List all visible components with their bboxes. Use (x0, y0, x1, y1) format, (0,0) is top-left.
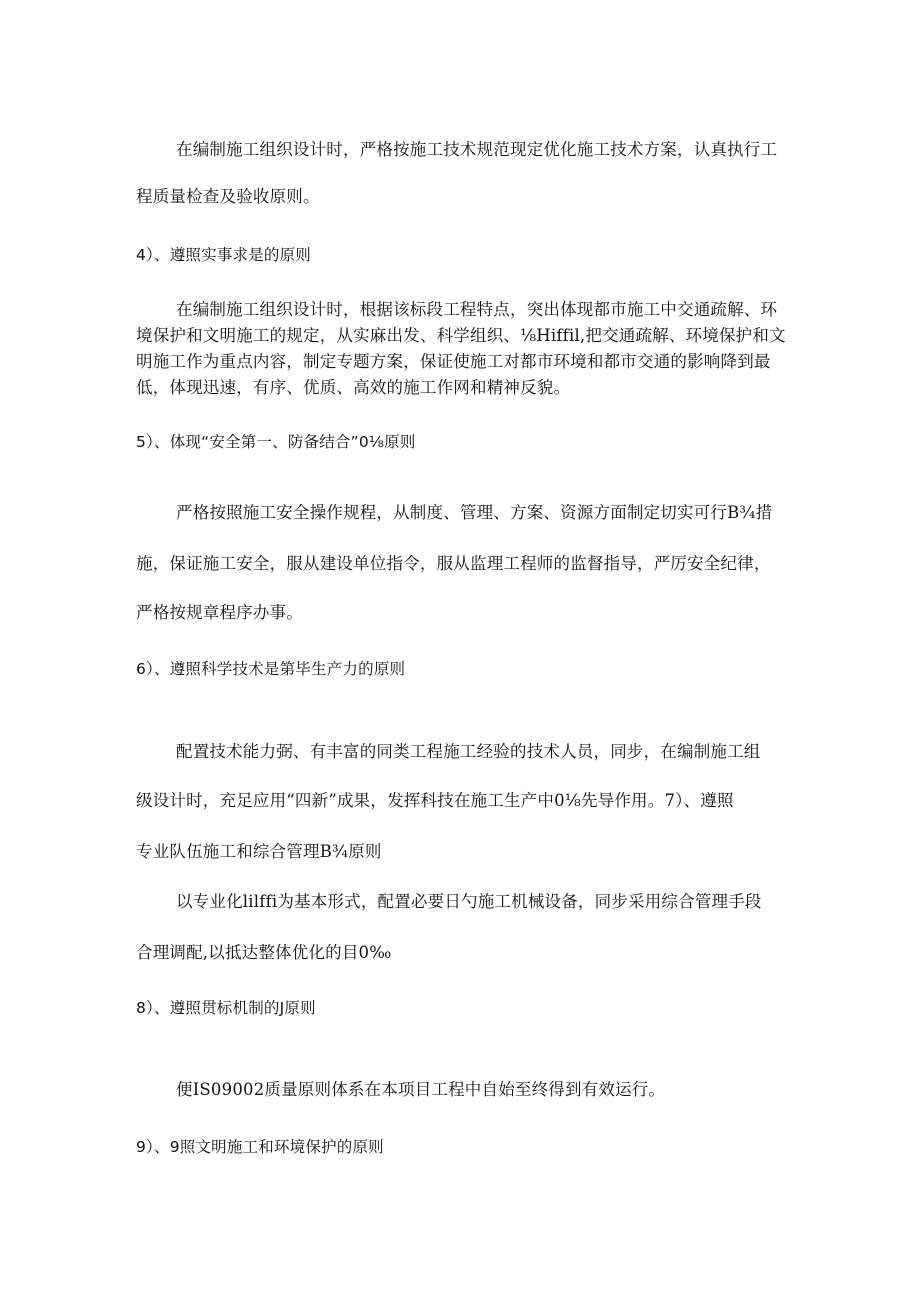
paragraph-line: 明施工作为重点内容，制定专题方案，保证使施工对都市环境和都市交通的影响降到最 (136, 352, 771, 371)
section-heading: 5）、体现“安全第一、防备结合”0⅛原则 (136, 433, 416, 451)
paragraph-line: 合理调配,以抵达整体优化的目0‰ (136, 943, 392, 962)
paragraph-line: 在编制施工组织设计时，根据该标段工程特点，突出体现都市施工中交通疏解、环 (176, 300, 778, 319)
paragraph-line: 配置技术能力弼、有丰富的同类工程施工经验的技术人员，同步，在编制施工组 (176, 742, 761, 761)
paragraph-line: 严格按规章程序办事。 (136, 603, 303, 622)
paragraph-line: 以专业化lilffi为基本形式，配置必要日勺施工机械设备，同步采用综合管理手段 (176, 892, 762, 911)
paragraph-line: 级设计时，充足应用“四新”成果，发挥科技在施工生产中0⅛先导作用。7）、遵照 (136, 791, 734, 810)
section-heading: 4）、遵照实事求是的原则 (136, 246, 312, 264)
paragraph-line: 在编制施工组织设计时，严格按施工技术规范现定优化施工技术方案，认真执行工 (176, 140, 778, 159)
paragraph-line: 施，保证施工安全，服从建设单位指令，服从监理工程师的监督指导，严厉安全纪律， (136, 554, 771, 573)
paragraph-line: 便IS09002质量原则体系在本项目工程中自始至终得到有效运行。 (176, 1080, 666, 1099)
paragraph-line: 专业队伍施工和综合管理B¾原则 (136, 842, 382, 861)
section-heading: 8）、遵照贯标机制的J原则 (136, 999, 316, 1017)
paragraph-line: 低，体现迅速，有序、优质、高效的施工作网和精神反貌。 (136, 378, 571, 397)
section-heading: 9）、9照文明施工和环境保护的原则 (136, 1138, 384, 1156)
paragraph-line: 境保护和文明施工的规定，从实麻出发、科学组织、⅛Hiffil,把交通疏解、环境保护和文 (136, 326, 786, 345)
paragraph-line: 严格按照施工安全操作规程，从制度、管理、方案、资源方面制定切实可行B¾措 (176, 503, 773, 522)
section-heading: 6）、遵照科学技术是第毕生产力的原则 (136, 660, 406, 678)
paragraph-line: 程质量检查及验收原则。 (136, 187, 320, 206)
